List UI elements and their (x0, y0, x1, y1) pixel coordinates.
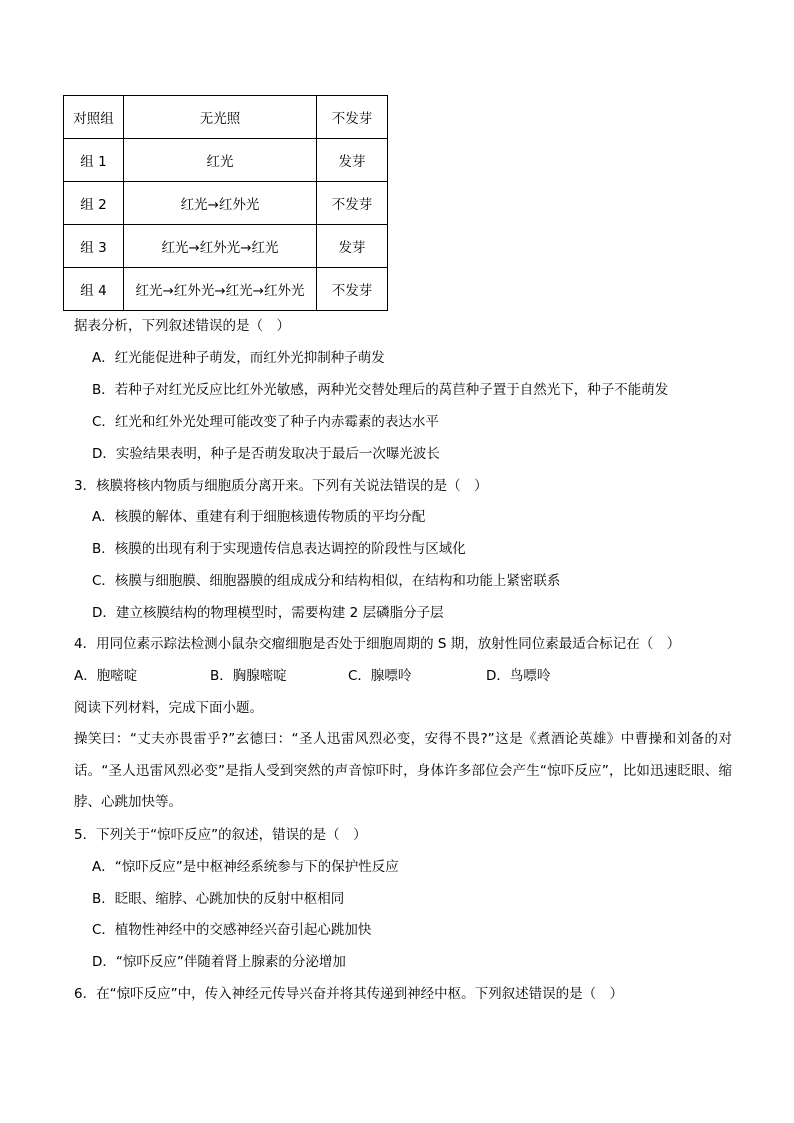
table-cell: 发芽 (317, 225, 388, 268)
option-b: B．若种子对红光反应比红外光敏感，两种光交替处理后的莴苣种子置于自然光下，种子不能萌发 (92, 382, 669, 398)
option-a: A．“惊吓反应”是中枢神经系统参与下的保护性反应 (92, 859, 399, 875)
table-row (64, 268, 388, 311)
option-c: C．核膜与细胞膜、细胞器膜的组成成分和结构相似，在结构和功能上紧密联系 (92, 573, 561, 589)
question-stem: 5．下列关于“惊吓反应”的叙述，错误的是（ ） (74, 827, 367, 843)
option-d: D．鸟嘌呤 (486, 668, 551, 684)
option-b: B．眨眼、缩脖、心跳加快的反射中枢相同 (92, 891, 345, 907)
option-d: D．实验结果表明，种子是否萌发取决于最后一次曝光波长 (92, 446, 440, 462)
option-c: C．红光和红外光处理可能改变了种子内赤霉素的表达水平 (92, 414, 439, 430)
material-text: 操笑曰：“丈夫亦畏雷乎?”玄德曰：“圣人迅雷风烈必变，安得不畏?”这是《煮酒论英雄》中曹操和刘备的对话。“圣人迅雷风烈必变”是指人受到突然的声音惊吓时，身体许多部位会产生“惊吓反应”，比如迅速眨眼、缩脖、心跳加快等。 (74, 731, 732, 810)
option-b: B．核膜的出现有利于实现遗传信息表达调控的阶段性与区域化 (92, 541, 466, 557)
material-intro: 阅读下列材料，完成下面小题。 (74, 700, 263, 716)
table-cell: 组 3 (64, 225, 124, 268)
question-stem: 4．用同位素示踪法检测小鼠杂交瘤细胞是否处于细胞周期的 S 期，放射性同位素最适合标记在（ ） (74, 636, 681, 652)
table-cell: 红光 (124, 139, 317, 182)
table-cell: 不发芽 (317, 182, 388, 225)
table-cell: 组 4 (64, 268, 124, 311)
table-cell: 无光照 (124, 96, 317, 139)
question-stem: 6．在“惊吓反应”中，传入神经元传导兴奋并将其传递到神经中枢。下列叙述错误的是（ ） (74, 986, 624, 1002)
experiment-table (63, 95, 388, 311)
table-cell: 对照组 (64, 96, 124, 139)
table-cell: 红光→红外光 (124, 182, 317, 225)
question-stem: 3．核膜将核内物质与细胞质分离开来。下列有关说法错误的是（ ） (74, 478, 488, 494)
table-row (64, 225, 388, 268)
table-row (64, 182, 388, 225)
table-row (64, 139, 388, 182)
table-cell: 组 2 (64, 182, 124, 225)
option-a: A．核膜的解体、重建有利于细胞核遗传物质的平均分配 (92, 509, 426, 525)
table-cell: 不发芽 (317, 268, 388, 311)
option-d: D．建立核膜结构的物理模型时，需要构建 2 层磷脂分子层 (92, 605, 444, 621)
option-c: C．腺嘌呤 (348, 668, 412, 684)
question-stem: 据表分析，下列叙述错误的是（ ） (74, 318, 290, 334)
table-cell: 红光→红外光→红光→红外光 (124, 268, 317, 311)
table-cell: 组 1 (64, 139, 124, 182)
option-a: A．胞嘧啶 (74, 668, 138, 684)
options-row (0, 666, 794, 686)
table-row (64, 96, 388, 139)
table-cell: 不发芽 (317, 96, 388, 139)
option-a: A．红光能促进种子萌发，而红外光抑制种子萌发 (92, 350, 385, 366)
table-cell: 发芽 (317, 139, 388, 182)
option-d: D．“惊吓反应”伴随着肾上腺素的分泌增加 (92, 954, 346, 970)
table-cell: 红光→红外光→红光 (124, 225, 317, 268)
option-b: B．胸腺嘧啶 (210, 668, 287, 684)
option-c: C．植物性神经中的交感神经兴奋引起心跳加快 (92, 922, 372, 938)
